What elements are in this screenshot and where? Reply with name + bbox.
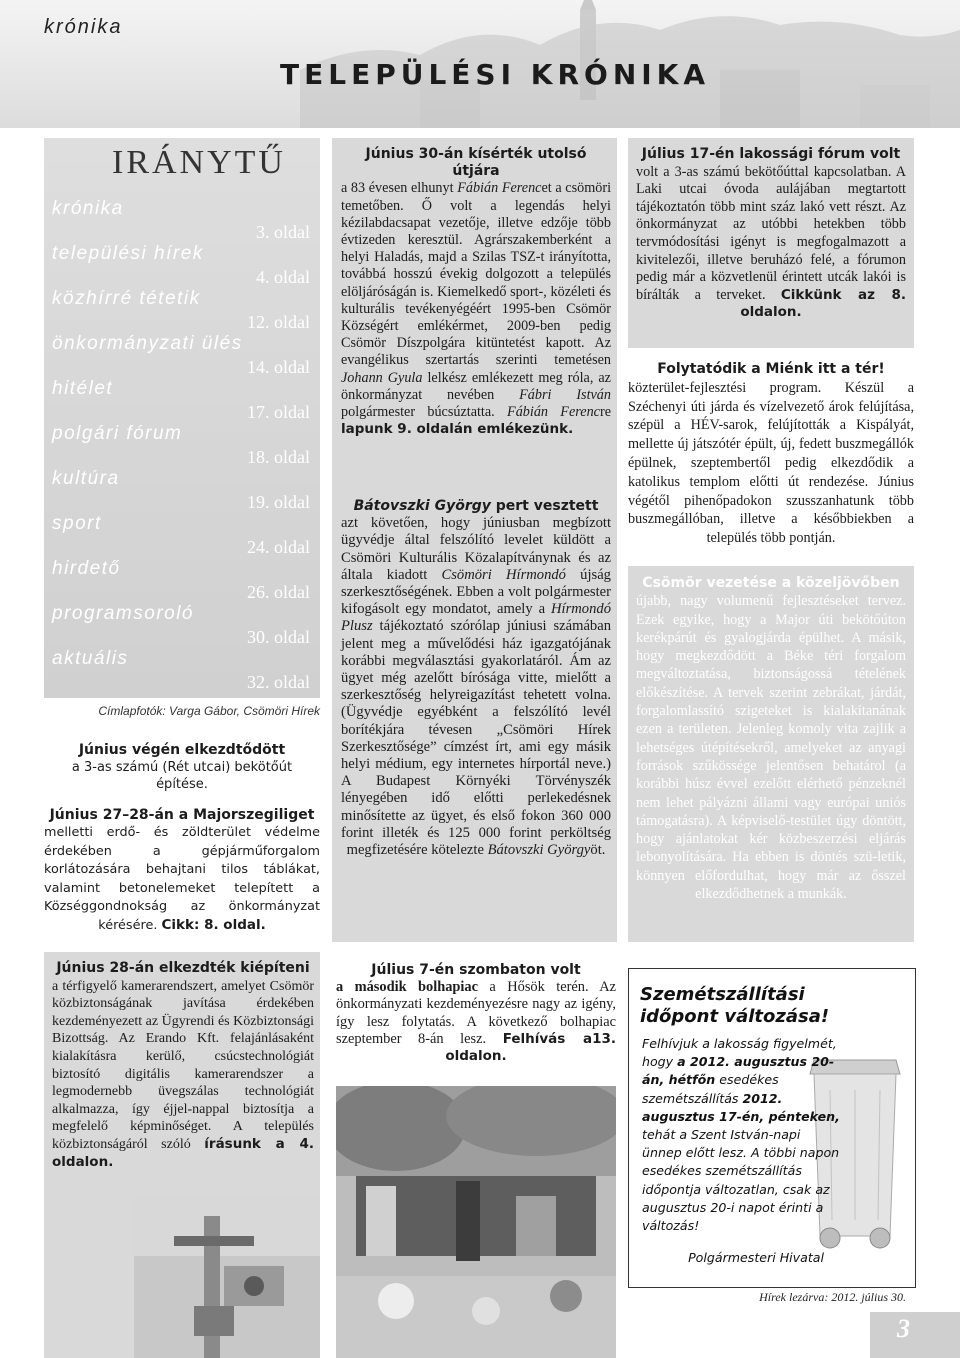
camera-mast-photo: [134, 1196, 320, 1358]
news-forum-ref: Cikkünk az 8. oldalon.: [740, 286, 906, 321]
toc-title: IRÁNYTŰ: [112, 144, 286, 181]
publication-name: Csömöri Hírmondó: [441, 566, 566, 583]
news-majorszeg-ref: Cikk: 8. oldal.: [161, 917, 266, 934]
news-forum-text: volt a 3-as számú bekötőúttal kapcsolatban. A Laki utcai óvoda aulájában megtartott tájékoztatón több mint száz lakó vett részt. Az önkormányzat az utóbbi hetekben több tervmódosítási igényt is megfogalmazott a kivitelezői, illetve beruházó felé, a fórumon pedig már a közvetlenül érintett utcák lakói is bírálták a terveket.: [636, 163, 906, 303]
news-fleamarket-ref: Felhívás a13. oldalon.: [445, 1030, 616, 1065]
flea-market-photo: [336, 1086, 616, 1358]
toc-page: 14. oldal: [247, 357, 310, 377]
toc-section: közhírré tétetik: [52, 288, 201, 309]
cover-credit: Címlapfotók: Varga Gábor, Csömöri Hírek: [98, 704, 320, 718]
news-majorszeg-text: melletti erdő- és zöldterület védelme érdekében a gépjárműforgalom korlátozására behajtani tilos táblákat, valamint betonelemeket telepített a Községgondnokság az önkormányzat kérésére.: [44, 825, 320, 934]
trash-text: előtt lesz.: [685, 1145, 747, 1161]
trash-title: Szemétszállítási időpont változása!: [640, 984, 830, 1027]
person-name: Fábián Ferenc: [507, 404, 600, 421]
toc-section: kultúra: [52, 468, 120, 489]
page-number: 3: [897, 1314, 910, 1343]
toc-section: települési hírek: [52, 243, 204, 264]
toc-section: krónika: [52, 198, 124, 219]
toc-page: 17. oldal: [247, 402, 310, 422]
news-camera-heading: Június 28-án elkezdték kiépíteni: [56, 960, 310, 976]
news-lawsuit-text: azt követően, hogy júniusban megbízott ügyvédje által felszólító levelet küldött a Csömöri Kulturális Közalapítványnak és az általa kiadott: [341, 515, 611, 583]
news-funeral-text: et a csömöri temetőben. Ő volt a legendás helyi kézilabdacsapat vezetője, illetve edzője több évtizeden keresztül. Agrárszakemberként a helyi Haladás, majd a Szilas TSZ-t irányította, továbbá hosszú évekig dolgozott a település elöljáróságán is. Kiemelkedő sport-, közéleti és kulturális tevékenyégéért 1995-ben Csömör Községért emlékérmet, 2009-ben pedig Csömör Díszpolgára kitüntetést kapott. Az evangélikus szertartás szerinti temetésen: [341, 180, 612, 369]
news-lawsuit: [341, 498, 611, 859]
news-forum: [636, 146, 906, 322]
toc-page: 32. oldal: [247, 672, 310, 692]
news-mieenk: [628, 360, 914, 548]
news-funeral-text: lelkész emlékezett meg róla, az önkormányzat nevében: [341, 369, 611, 403]
news-future: [636, 574, 906, 903]
news-road-text: a 3-as számú (Rét utcai) bekötőút építése.: [71, 760, 293, 792]
toc-page: 26. oldal: [247, 582, 310, 602]
closing-date: Hírek lezárva: 2012. július 30.: [759, 1290, 906, 1304]
news-fleamarket-text: a Hősök terén. Az önkormányzati kezdeményezésre nagy az igény, így lesz folytatás. A következő bolhapiac szeptember 8-án lesz.: [336, 979, 616, 1047]
news-lawsuit-heading: [341, 498, 611, 515]
news-road: [44, 742, 320, 793]
news-camera-text: a térfigyelő kamerarendszert, amelyet Csömör közbiztonságának javítása érdekében kezdeményezett az Ügyrendi és Közbiztonsági Bizottság. Az Erando Kft. felajánlásaként kialakításra kerülő, csúcstechnológiát biztosító digitális kamerarendszer a legmodernebb üvegszálas technológiát alkalmazza, így éjjel-nappal biztosítja a megfelelő képminőséget. A település közbiztonságáról szóló: [52, 978, 315, 1152]
toc-page: 4. oldal: [256, 267, 310, 287]
section-tag: krónika: [44, 16, 123, 38]
publication-name: Hírmondó Plusz: [341, 601, 611, 635]
trash-date-bold: 2012. augusztus 17-én, pénteken,: [642, 1090, 840, 1124]
news-funeral-ref: lapunk 9. oldalán emlékezünk.: [341, 421, 574, 438]
toc-page: 12. oldal: [247, 312, 310, 332]
trash-body: [642, 1035, 842, 1235]
toc-section: aktuális: [52, 648, 129, 669]
news-funeral-heading: Június 30-án kísérték utolsó útjára: [365, 146, 587, 180]
trash-text: esedékes szemétszállítás: [642, 1072, 779, 1106]
trash-date-bold: a 2012. augusztus 20-án, hétfőn: [642, 1054, 835, 1088]
news-fleamarket: [336, 962, 616, 1065]
toc-section: hitélet: [52, 378, 114, 399]
toc-page: 24. oldal: [247, 537, 310, 557]
toc-page: 18. oldal: [247, 447, 310, 467]
toc-section: hirdető: [52, 558, 121, 579]
toc-page: 30. oldal: [247, 627, 310, 647]
news-fleamarket-heading: Július 7-én szombaton volt: [371, 962, 581, 978]
news-future-text: újabb, nagy volumenű fejlesztéseket tervez. Ezek egyike, hogy a Major úti bekötőúton kerékpárút és gyalogjárda épülhet. A másik, hogy megkezdődött a Béke téri forgalom megváltoztatása, biztonságossá tételének előkészítése. A tervek szerint zebrákat, járdát, forgalomlassító szigeteket is kialakítanának ezen a területen. Jelenleg komoly vita zajlik a lehetséges útépítésekről, amelyeket az anyagi források szűkössége jelentősen behatárol (a korábbi húsz évvel ezelőtt elérhető pénzeknél nem lehet pályázni állami vagy európai uniós támogatásra). A képviselő-testület úgy döntött, hogy ajánlatokat kér közbeszerzési eljárás lebonyolítására. Ha ebben is döntés szü-letik, könnyen előfordulhat, hogy már az ősszel elkezdődhetnek a munkák.: [636, 593, 906, 903]
heading-rest: pert vesztett: [490, 498, 599, 514]
trash-text: Felhívjuk a lakosság figyelmét, hogy: [642, 1036, 837, 1070]
trash-text: A többi napon esedékes szemétszállítás időpontja változatlan, csak az augusztus 20-i napot érinti a változás!: [642, 1145, 840, 1234]
news-funeral-text: a 83 évesen elhunyt: [341, 180, 454, 197]
news-lawsuit-text: öt.: [590, 842, 606, 859]
person-name: Fábri István: [519, 386, 611, 403]
toc-section: polgári fórum: [52, 423, 183, 444]
person-name: Johann Gyula: [341, 369, 423, 386]
news-forum-heading: Július 17-én lakossági fórum volt: [641, 146, 901, 162]
news-lawsuit-text: újság szerkesztőségének. Ebben a volt polgármester kifogásolt egy mondatot, amely a: [341, 566, 611, 618]
news-majorszeg-heading: Június 27–28-án a Majorszegiliget: [49, 807, 315, 823]
toc-page: 19. oldal: [247, 492, 310, 512]
news-camera: [52, 960, 314, 1171]
news-funeral-text: polgármester búcsúztatta.: [341, 404, 495, 421]
news-future-heading: Csömör vezetése a közeljövőben: [642, 575, 900, 591]
news-majorszeg: [44, 806, 320, 936]
bold-lead: a második bolhapiac: [336, 979, 478, 996]
toc-section: önkormányzati ülés: [52, 333, 243, 354]
news-funeral: [341, 146, 611, 438]
news-lawsuit-text: tájékoztató szórólap júniusi számában jelent meg a művelődési ház igazgatójának korábbi megválasztási gyakorlatáról. Ám az ügyet még azelőtt bírósága vitte, mielőtt a szerkesztőség helyreigazítást tehetett volna. (Ügyvédje egyébként a felszólító levél borítékjára tévesen „Csömöri Hírek Szerkesztősége” címzést írt, ami egy másik helyi médium, egy internetes hírportál neve.) A Budapest Környéki Törvényszék lényegében idő előtti perlekedésnek minősítette az ügyet, és első fokon 360 000 forint illeték és 125 000 forint perköltség megfizetésére kötelezte: [341, 618, 612, 859]
news-mieenk-heading: Folytatódik a Miénk itt a tér!: [657, 361, 885, 377]
page-title: TELEPÜLÉSI KRÓNIKA: [280, 58, 711, 91]
news-funeral-text: re: [599, 404, 611, 421]
toc-page: 3. oldal: [256, 222, 310, 242]
news-road-heading: Június végén elkezdtődött: [78, 742, 286, 758]
person-name: Fábián Ferenc: [457, 180, 542, 197]
news-camera-ref: írásunk a 4. oldalon.: [52, 1135, 315, 1170]
person-name: Bátovszki György: [353, 498, 491, 514]
toc-section: sport: [52, 513, 102, 534]
toc-section: programsoroló: [52, 603, 194, 624]
person-name: Bátovszki György: [487, 842, 591, 859]
trash-text: tehát a Szent István-napi ünnep: [642, 1127, 801, 1161]
news-mieenk-text: közterület-fejlesztési program. Készül a Széchenyi úti járda és vízelvezető árok felújítása, szépül a HÉV-sarok, felújították a Kispályát, mellette új játszótér épült, új, fedett buszmegállók épülnek, szeptembertől pedig elkezdődik a katolikus templom előtti út rendezése. Június végétől pihenőpadokon szusszanhatunk több buszmegállóban, illetve a későbbiekben a település több pontján.: [628, 379, 914, 547]
trash-signature: Polgármesteri Hivatal: [688, 1250, 824, 1265]
